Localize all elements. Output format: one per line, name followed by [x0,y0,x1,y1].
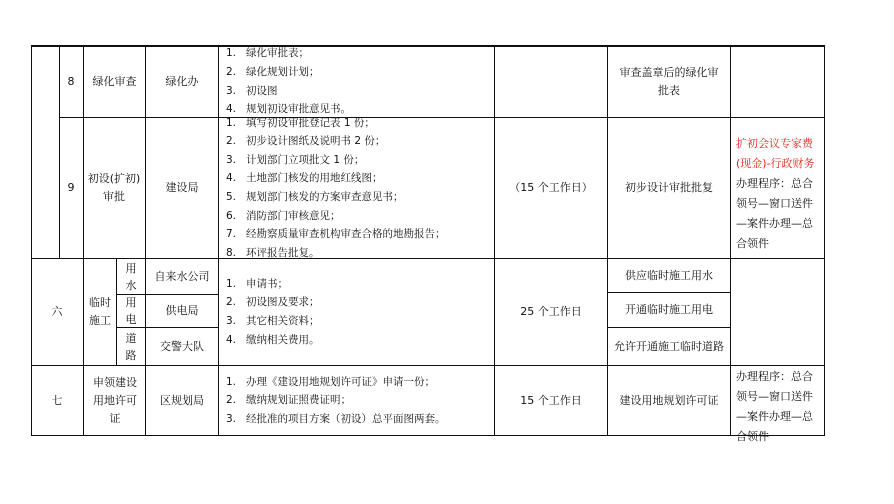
item-number: 3. [226,84,237,97]
item-number: 1. [226,116,237,129]
item-number: 1. [226,375,237,388]
item-number: 2. [226,394,237,407]
procedure-remark: 办理程序：总合领号—窗口送件—案件办理—总合领件 [736,177,813,250]
item-number: 7. [226,228,237,241]
item-text: 初步设计图纸及说明书 2 份； [246,135,386,148]
item-text: 缴纳规划证照费证明； [246,394,351,407]
material-item [226,132,446,151]
subitem-type: 用电 [125,296,137,326]
col-divider [824,45,825,436]
time-limit: 25 个工作日 [520,305,582,318]
subitem-type: 道路 [125,331,137,362]
material-item [226,312,320,331]
department: 建设局 [165,181,199,194]
department: 绿化办 [165,74,199,88]
material-item [226,225,446,244]
item-number: 1. [226,47,237,60]
department: 区规划局 [160,393,204,407]
item-text: 土地部门核发的用地红线图； [246,172,383,185]
item-number: 4. [226,172,237,185]
material-item [226,44,351,63]
item-number: 4. [226,333,237,346]
material-item [226,410,446,429]
fee-remark: 扩初会议专家费(现金)-行政财务 [736,137,815,170]
time-limit: （15 个工作日） [509,181,593,194]
item-number: 2. [226,135,237,148]
item-number: 1. [226,277,237,290]
materials-items [226,44,351,118]
item-number: 4. [226,103,237,116]
materials-list [226,366,492,435]
item-number: 5. [226,191,237,203]
approval-result: 建设用地规划许可证 [619,393,719,407]
approval-result: 审查盖章后的绿化审批表 [619,65,719,97]
item-name: 绿化审查 [92,74,137,88]
material-item [226,169,446,188]
item-number: 2. [226,65,237,78]
item-text: 规划初设审批意见书。 [246,103,351,116]
table-bottom-border [31,435,824,436]
item-number: 3. [226,315,237,327]
item-text: 绿化审批表； [246,47,309,60]
material-item [226,114,446,133]
item-text: 经勘察质量审查机构审查合格的地勘报告； [246,228,446,241]
item-name: 初设(扩初)审批 [87,172,141,203]
approval-result: 供应临时施工用水 [625,268,713,282]
item-text: 其它相关资料； [246,315,320,327]
materials-items [226,114,446,263]
section-number: 六 [51,305,63,318]
col-divider [218,45,219,436]
item-text: 初设图 [246,84,278,97]
time-limit: 15 个工作日 [520,393,582,407]
item-text: 消防部门审核意见； [246,209,341,222]
item-text: 填写初设审批登记表 1 份； [246,116,375,129]
item-number: 6. [226,209,237,222]
section-number: 七 [51,393,63,407]
item-text: 申请书； [246,277,288,290]
materials-list [226,46,492,117]
material-item [226,151,446,170]
department: 自来水公司 [154,269,210,283]
item-name: 临时施工 [89,296,111,327]
item-text: 经批准的项目方案（初设）总平面图两套。 [246,412,446,425]
procedure-remark: 办理程序：总合领号—窗口送件—案件办理—总合领件 [736,370,813,443]
material-item [226,331,320,350]
item-number: 8. [226,246,237,259]
item-number: 2. [226,296,237,309]
subitem-type: 用水 [125,261,137,292]
item-text: 规划部门核发的方案审查意见书； [246,191,404,203]
material-item [226,373,446,392]
material-item [226,207,446,226]
material-item [226,275,320,294]
material-item [226,63,351,82]
materials-list [226,118,492,258]
item-name: 申领建设用地许可证 [93,375,137,425]
materials-items [226,373,446,429]
approval-result: 允许开通施工临时道路 [614,340,724,353]
material-item [226,293,320,312]
material-item [226,188,446,207]
col-divider [730,45,731,436]
item-text: 初设图及要求； [246,296,320,309]
materials-list [226,259,492,365]
item-number: 3. [226,412,237,425]
item-text: 计划部门立项批文 1 份； [246,153,365,166]
row-index: 9 [67,181,75,194]
material-item [226,391,446,410]
item-text: 环评报告批复。 [246,246,320,259]
item-number: 3. [226,153,237,166]
department: 交警大队 [160,339,204,353]
materials-items [226,275,320,349]
approval-result: 初步设计审批批复 [625,181,713,194]
col-divider [116,258,117,365]
approval-result: 开通临时施工用电 [625,303,713,316]
item-text: 办理《建设用地规划许可证》申请一份； [246,375,435,388]
material-item [226,82,351,101]
remark-cell [736,134,822,254]
item-text: 缴纳相关费用。 [246,333,320,346]
item-text: 绿化规划计划； [246,65,320,78]
row-index: 8 [67,74,75,88]
department: 供电局 [165,304,199,317]
